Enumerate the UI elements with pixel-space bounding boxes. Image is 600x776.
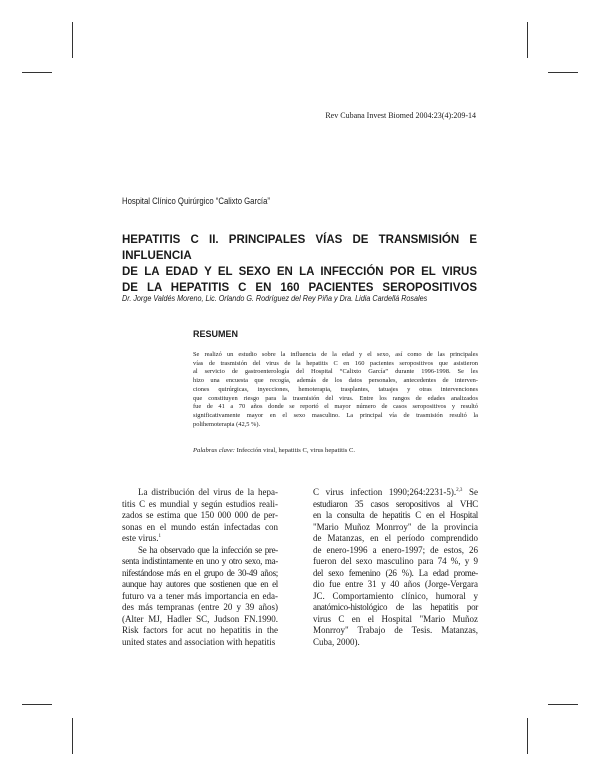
body-text-line [313, 614, 478, 626]
line-text: anatómico-histológico de las hepatitis por [313, 602, 478, 612]
line-text: este virus. [122, 533, 159, 543]
body-text-line [122, 568, 278, 580]
line-text: united states and association with hepatitis [122, 636, 276, 647]
body-text-line [313, 568, 478, 580]
body-right-column [313, 487, 478, 648]
body-text-line [313, 637, 478, 649]
body-text-line [122, 591, 278, 603]
crop-mark [548, 72, 578, 73]
crop-mark [548, 704, 578, 705]
title-line: DE LA EDAD Y EL SEXO EN LA INFECCIÓN POR EL VIRUS [122, 266, 477, 278]
reference-superscript[interactable]: 1 [158, 534, 161, 539]
body-text-line [122, 545, 278, 557]
line-text: de Matanzas, en el período comprendido [313, 533, 478, 543]
body-text-line [313, 533, 478, 545]
body-text-line [122, 614, 278, 626]
body-text-line [313, 556, 478, 568]
crop-mark [22, 72, 52, 73]
line-text: aunque hay autores que sostienen que en el [122, 579, 278, 589]
body-text-line [122, 510, 278, 522]
line-text: zados se estima que 150 000 000 de per- [122, 510, 278, 520]
abstract-line: hizo una encuesta que recogía, además de los datos personales, antecedentes de interven- [193, 377, 478, 385]
line-text: Risk factors for acut no hepatitis in the [122, 625, 278, 635]
abstract-line: significativamente mayor en el sexo masculino. La principal vía de trasmisión resultó la [193, 411, 478, 419]
keywords-label: Palabras clave: [193, 447, 235, 454]
body-text-line [313, 545, 478, 557]
body-text-line [122, 625, 278, 637]
abstract-line: polihemoterapia (42,5 %). [193, 420, 261, 428]
line-text: C virus infection 1990;264:2231-5). [313, 487, 457, 497]
body-text-line [122, 499, 278, 511]
abstract-body [193, 351, 478, 429]
line-text: JC. Comportamiento clínico, humoral y [313, 590, 478, 601]
line-text: (Alter MJ, Hadler SC, Judson FN.1990. [122, 613, 278, 624]
body-text-line [122, 602, 278, 614]
body-text-line [313, 510, 478, 522]
body-text-line [313, 579, 478, 591]
crop-mark [527, 718, 528, 754]
line-text: "Mario Muñoz Monrroy" de la provincia [313, 521, 478, 532]
line-text: futuro va a tener más importancia en eda- [122, 590, 278, 601]
abstract-line: al servicio de gastroenterología del Hospital “Calixto García” durante 1996-1998. Se les [193, 368, 478, 376]
journal-citation: Rev Cubana Invest Biomed 2004:23(4):209-14 [325, 111, 476, 120]
line-text: senta indistintamente en uno y otro sexo, ma- [122, 556, 278, 566]
line-text: La distribución del virus de la hepa- [138, 487, 278, 497]
crop-mark [22, 704, 52, 705]
body-text-line [122, 556, 278, 568]
keywords-list: Infección viral, hepatitis C, virus hepatitis C. [234, 447, 356, 454]
line-tail-text: Se [462, 487, 478, 497]
keywords [193, 447, 478, 454]
crop-mark [527, 22, 528, 58]
line-text: titis C es mundial y según estudios reali- [122, 498, 278, 509]
line-text: en la consulta de hepatitis C en el Hospital [313, 510, 478, 520]
body-text-line [122, 637, 278, 649]
abstract-line: ciones quirúrgicas, inyecciones, hemoterapia, trasplantes, tatuajes y otras intervenciones [193, 385, 478, 393]
body-text-line [313, 591, 478, 603]
crop-mark [72, 718, 73, 754]
line-text: Cuba, 2000). [313, 636, 360, 647]
line-text: estudiaron 35 casos seropositivos al VHC [313, 498, 478, 509]
body-text-line [313, 602, 478, 614]
line-text: virus C en el Hospital "Mario Muñoz [313, 613, 478, 624]
body-text-line [313, 522, 478, 534]
institution-name: Hospital Clínico Quirúrgico “Calixto García” [122, 196, 270, 206]
line-text: des más tempranas (entre 20 y 39 años) [122, 602, 278, 612]
body-text-line [313, 625, 478, 637]
line-text: sonas en el mundo están infectadas con [122, 521, 278, 532]
line-text: fueron del sexo masculino para 74 %, y 9 [313, 556, 478, 566]
author-list: Dr. Jorge Valdés Moreno, Lic. Orlando G. Rodríguez del Rey Piña y Dra. Lidia Cardellá Rosales [122, 294, 428, 303]
reference-superscript[interactable]: 2,3 [456, 488, 463, 493]
abstract-line: vías de trasmisión del virus de la hepatitis C en 160 pacientes seropositivos que asistieron [193, 359, 478, 367]
title-line: HEPATITIS C II. PRINCIPALES VÍAS DE TRANSMISIÓN E INFLUENCIA [122, 234, 477, 262]
abstract-heading: RESUMEN [193, 329, 239, 339]
body-text-line [313, 487, 478, 499]
body-text-line [122, 487, 278, 499]
abstract-line: Se realizó un estudio sobre la influencia de la edad y el sexo, así como de las principales [193, 351, 478, 358]
line-text: dio fue entre 31 y 40 años (Jorge-Vergara [313, 579, 478, 589]
line-text: de enero-1996 a enero-1997; de estos, 26 [313, 544, 478, 555]
body-text-line [122, 522, 278, 534]
article-title [122, 232, 477, 296]
line-text: Monrroy" Trabajo de Tesis. Matanzas, [313, 625, 478, 635]
crop-mark [72, 22, 73, 58]
line-text: del sexo femenino (26 %). La edad prome- [313, 567, 478, 578]
body-text-line [313, 499, 478, 511]
abstract-line: fue de 41 a 70 años donde se reportó el mayor número de casos seropositivos y resultó [193, 403, 478, 411]
line-text: nifestándose más en el grupo de 30-49 años; [122, 567, 278, 578]
abstract-line: que constituyen riesgo para la trasmisión del virus. Entre los rangos de edades analizados [193, 394, 478, 402]
title-line: DE LA HEPATITIS C EN 160 PACIENTES SEROPOSITIVOS [122, 282, 477, 294]
body-text-line [122, 579, 278, 591]
line-text: Se ha observado que la infección se pre- [138, 544, 278, 555]
body-left-column [122, 487, 278, 648]
body-text-line [122, 533, 278, 545]
